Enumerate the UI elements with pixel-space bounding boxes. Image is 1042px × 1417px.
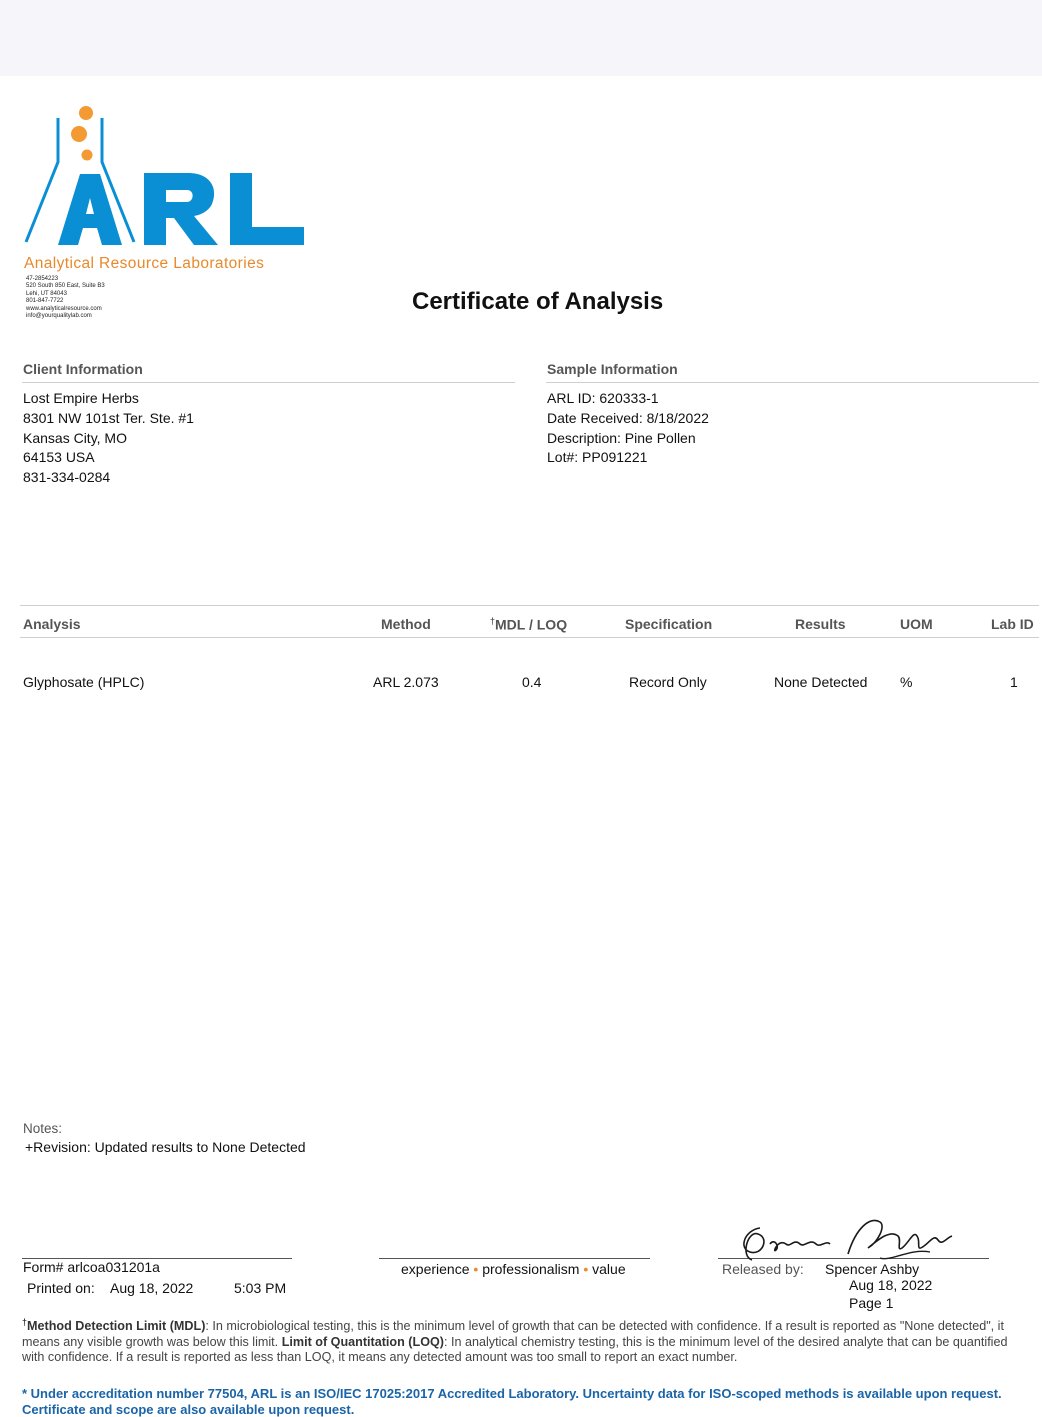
cell-method: ARL 2.073 xyxy=(373,674,439,690)
form-number: Form# arlcoa031201a xyxy=(23,1259,160,1275)
released-by-name: Spencer Ashby xyxy=(825,1261,920,1277)
cell-analysis: Glyphosate (HPLC) xyxy=(23,674,145,690)
col-uom: UOM xyxy=(900,616,933,632)
col-results: Results xyxy=(795,616,846,632)
mdl-loq-definition: †Method Detection Limit (MDL): In microbiological testing, this is the minimum level of growth that can be detected with confidence. If a result is reported as "None detected", it means any visible growth was below this limit. Limit of Quantitation (LOQ): In analytical chemistry testing, this is the minimum level of the desired analyte that can be quantified with confidence. If a result is reported as less than LOQ, it means any detected amount was too small to report an exact number. xyxy=(22,1317,1008,1365)
lab-contact: 47-2854223 520 South 850 East, Suite B3 Lehi, UT 84043 801-847-7722 www.analyticalresource.com info@yourqualitylab.com xyxy=(26,276,105,320)
table-header-rule xyxy=(20,637,1039,638)
table-top-rule xyxy=(20,605,1039,606)
lab-name: Analytical Resource Laboratories xyxy=(24,255,265,272)
col-specification: Specification xyxy=(625,616,713,632)
cell-results: None Detected xyxy=(774,674,868,690)
arl-logo xyxy=(22,100,322,280)
col-lab-id: Lab ID xyxy=(991,616,1034,632)
document-title: Certificate of Analysis xyxy=(412,288,664,315)
top-band xyxy=(0,0,1042,76)
client-rule xyxy=(22,382,515,383)
notes-text: +Revision: Updated results to None Detected xyxy=(25,1139,306,1155)
printed-time: 5:03 PM xyxy=(234,1280,287,1296)
released-date: Aug 18, 2022 xyxy=(849,1277,933,1293)
accreditation-note: * Under accreditation number 77504, ARL is an ISO/IEC 17025:2017 Accredited Laboratory. Uncertainty data for ISO-scoped methods is available upon request. Certificate and scope are also available upon request. xyxy=(22,1386,1002,1417)
printed-label: Printed on: xyxy=(27,1280,95,1296)
sample-info: ARL ID: 620333-1 Date Received: 8/18/2022 Description: Pine Pollen Lot#: PP091221 xyxy=(547,390,709,466)
cell-mdl: 0.4 xyxy=(522,674,542,690)
cell-spec: Record Only xyxy=(629,674,707,690)
client-address: Lost Empire Herbs 8301 NW 101st Ter. Ste. #1 Kansas City, MO 64153 USA 831-334-0284 xyxy=(23,390,194,486)
col-analysis: Analysis xyxy=(23,616,81,632)
sample-heading: Sample Information xyxy=(547,361,678,377)
page-number: Page 1 xyxy=(849,1295,894,1311)
printed-date: Aug 18, 2022 xyxy=(110,1280,194,1296)
cell-lab-id: 1 xyxy=(1010,674,1018,690)
footer-tagline: experience • professionalism • value xyxy=(401,1261,626,1277)
cell-uom: % xyxy=(900,674,913,690)
col-method: Method xyxy=(381,616,431,632)
notes-label: Notes: xyxy=(23,1121,63,1136)
col-mdl-loq: †MDL / LOQ xyxy=(490,616,568,633)
released-by-label: Released by: xyxy=(722,1261,804,1277)
sample-rule xyxy=(546,382,1039,383)
footer-rule-center xyxy=(379,1258,650,1259)
client-heading: Client Information xyxy=(23,361,143,377)
